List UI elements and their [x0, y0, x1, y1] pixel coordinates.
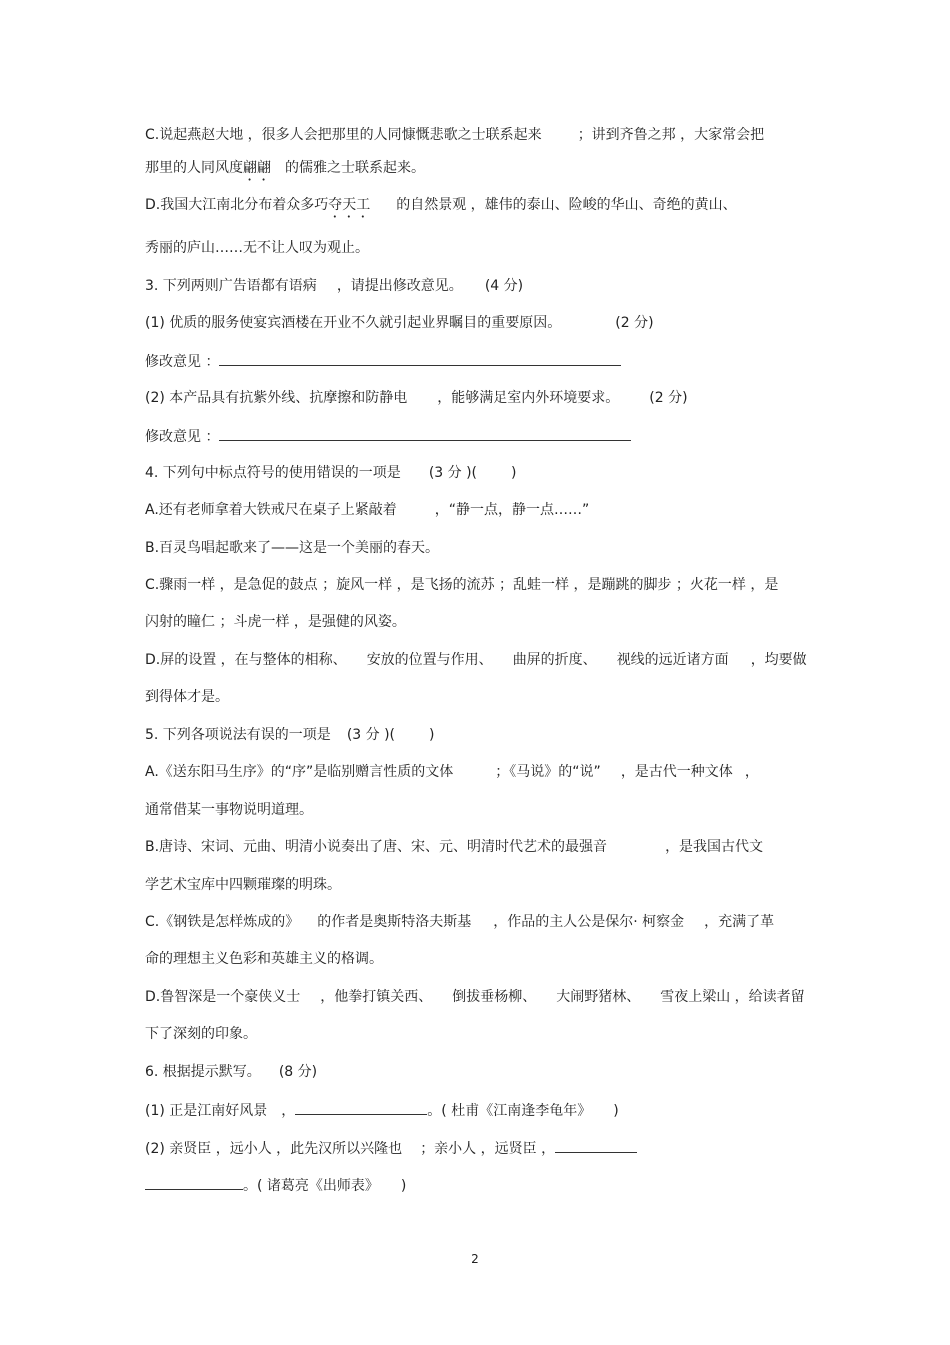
text: ；亲小人 ，远贤臣 ，: [420, 1141, 556, 1157]
text: 6. 根据提示默写。: [145, 1064, 261, 1080]
question-6-heading: [145, 1062, 317, 1082]
text: (1) 正是江南好风景: [145, 1103, 268, 1119]
question-5-a-line-1: [145, 762, 759, 782]
text: D.我国大江南北分布着众多巧: [145, 197, 329, 213]
text: ): [511, 465, 517, 481]
question-3-1: [145, 313, 654, 333]
question-6-1: [145, 1099, 619, 1121]
option-c-line-1: [145, 125, 764, 145]
text: B.百灵鸟唱起歌来了——这是一个美丽的春天。: [145, 540, 440, 556]
emphasized-word: 翩翩: [243, 160, 271, 176]
question-5-c-line-2: [145, 949, 383, 969]
text: ，他拳打镇关西、: [320, 989, 433, 1005]
option-d-line-2: [145, 238, 369, 258]
text: 5. 下列各项说法有误的一项是: [145, 727, 331, 743]
text: 大闹野猪林、: [556, 989, 641, 1005]
text: 的作者是奥斯特洛夫斯基: [317, 914, 472, 930]
text: ，均要做: [750, 652, 807, 668]
text: ，: [281, 1103, 296, 1119]
fix-line-1: [145, 350, 621, 372]
text: B.唐诗、宋词、元曲、明清小说奏出了唐、宋、元、明清时代艺术的最强音: [145, 839, 608, 855]
fix-line-2: [145, 425, 631, 447]
question-5-d-line-2: [145, 1024, 257, 1044]
text: 的自然景观 ，雄伟的泰山、险峻的华山、奇绝的黄山、: [396, 197, 737, 213]
text: 雪夜上梁山 ，给读者留: [660, 989, 805, 1005]
text: 闪射的瞳仁 ；斗虎一样 ，是强健的风姿。: [145, 614, 406, 630]
text: C.《钢铁是怎样炼成的》: [145, 914, 300, 930]
text: 秀丽的庐山……无不让人叹为观止。: [145, 240, 369, 256]
text: ；《马说》的“说”: [495, 764, 601, 780]
answer-blank[interactable]: [555, 1137, 637, 1153]
text: 4. 下列句中标点符号的使用错误的一项是: [145, 465, 401, 481]
text: 曲屏的折度、: [512, 652, 597, 668]
text: D.屏的设置 ，在与整体的相称、: [145, 652, 347, 668]
text: ，请提出修改意见。: [336, 278, 463, 294]
text: ): [613, 1103, 619, 1119]
answer-blank[interactable]: [219, 350, 621, 366]
question-4-b: [145, 538, 439, 558]
text: 下了深刻的印象。: [145, 1026, 257, 1042]
option-c-line-2: [145, 158, 425, 184]
question-5-c-line-1: [145, 912, 774, 932]
question-4-c-line-1: [145, 575, 778, 595]
score: (3 分 )(: [428, 465, 478, 481]
question-5-b-line-2: [145, 875, 341, 895]
question-3-2: [145, 388, 688, 408]
answer-blank[interactable]: [219, 425, 631, 441]
question-5-a-line-2: [145, 800, 313, 820]
text: 学艺术宝库中四颗璀璨的明珠。: [145, 877, 341, 893]
question-6-2: [145, 1137, 637, 1159]
score: (3 分 )(: [346, 727, 396, 743]
text: ，充满了革: [704, 914, 775, 930]
text: ，能够满足室内外环境要求。: [437, 390, 620, 406]
page-number: 2: [471, 1252, 479, 1266]
score: (2 分): [649, 390, 688, 406]
text: A.《送东阳马生序》的“序”是临别赠言性质的文体: [145, 764, 454, 780]
text: 修改意见 ：: [145, 429, 220, 445]
question-6-2-continued: [145, 1174, 406, 1196]
text: 到得体才是。: [145, 689, 229, 705]
question-5-b-line-1: [145, 837, 763, 857]
question-5-heading: [145, 725, 434, 745]
text: 。( 诸葛亮《出师表》: [243, 1178, 379, 1194]
question-4-c-line-2: [145, 612, 406, 632]
text: ；讲到齐鲁之邦 ，大家常会把: [577, 127, 765, 143]
text: 3. 下列两则广告语都有语病: [145, 278, 317, 294]
text: 通常借某一事物说明道理。: [145, 802, 313, 818]
text: ，是古代一种文体: [620, 764, 733, 780]
text: C.说起燕赵大地 ，很多人会把那里的人同慷慨悲歌之士联系起来: [145, 127, 542, 143]
emphasized-word: 夺天工: [328, 197, 371, 213]
text: ，: [744, 764, 759, 780]
text: C.骤雨一样 ，是急促的鼓点 ；旋风一样 ，是飞扬的流苏 ；乱蛙一样 ，是蹦跳的脚步 ；火花一样 ，是: [145, 577, 779, 593]
text: 那里的人同风度: [145, 160, 243, 176]
answer-blank[interactable]: [295, 1099, 427, 1115]
text: 命的理想主义色彩和英雄主义的格调。: [145, 951, 383, 967]
text: ，作品的主人公是保尔· 柯察金: [493, 914, 685, 930]
question-3-heading: [145, 276, 523, 296]
text: ): [429, 727, 435, 743]
option-d-line-1: [145, 195, 737, 221]
text: 安放的位置与作用、: [366, 652, 493, 668]
text: (2) 本产品具有抗紫外线、抗摩擦和防静电: [145, 390, 408, 406]
text: 的儒雅之士联系起来。: [285, 160, 425, 176]
question-4-heading: [145, 463, 516, 483]
answer-blank[interactable]: [145, 1174, 243, 1190]
text: 。( 杜甫《江南逢李龟年》: [427, 1103, 592, 1119]
question-4-d-line-2: [145, 687, 229, 707]
question-4-a: [145, 500, 589, 520]
text: A.还有老师拿着大铁戒尺在桌子上紧敲着: [145, 502, 397, 518]
text: ): [400, 1178, 407, 1194]
score: (8 分): [278, 1064, 318, 1080]
text: ，“静一点，静一点……”: [434, 502, 590, 518]
text: 修改意见 ：: [145, 354, 220, 370]
score: (2 分): [615, 315, 654, 331]
score: (4 分): [484, 278, 524, 294]
text: D.鲁智深是一个豪侠义士: [145, 989, 301, 1005]
text: (2) 亲贤臣 ，远小人 ，此先汉所以兴隆也: [145, 1141, 403, 1157]
text: ，是我国古代文: [665, 839, 764, 855]
text: 视线的远近诸方面: [616, 652, 729, 668]
question-4-d-line-1: [145, 650, 807, 670]
text: (1) 优质的服务使宴宾酒楼在开业不久就引起业界瞩目的重要原因。: [145, 315, 562, 331]
text: 倒拔垂杨柳、: [452, 989, 537, 1005]
question-5-d-line-1: [145, 987, 805, 1007]
